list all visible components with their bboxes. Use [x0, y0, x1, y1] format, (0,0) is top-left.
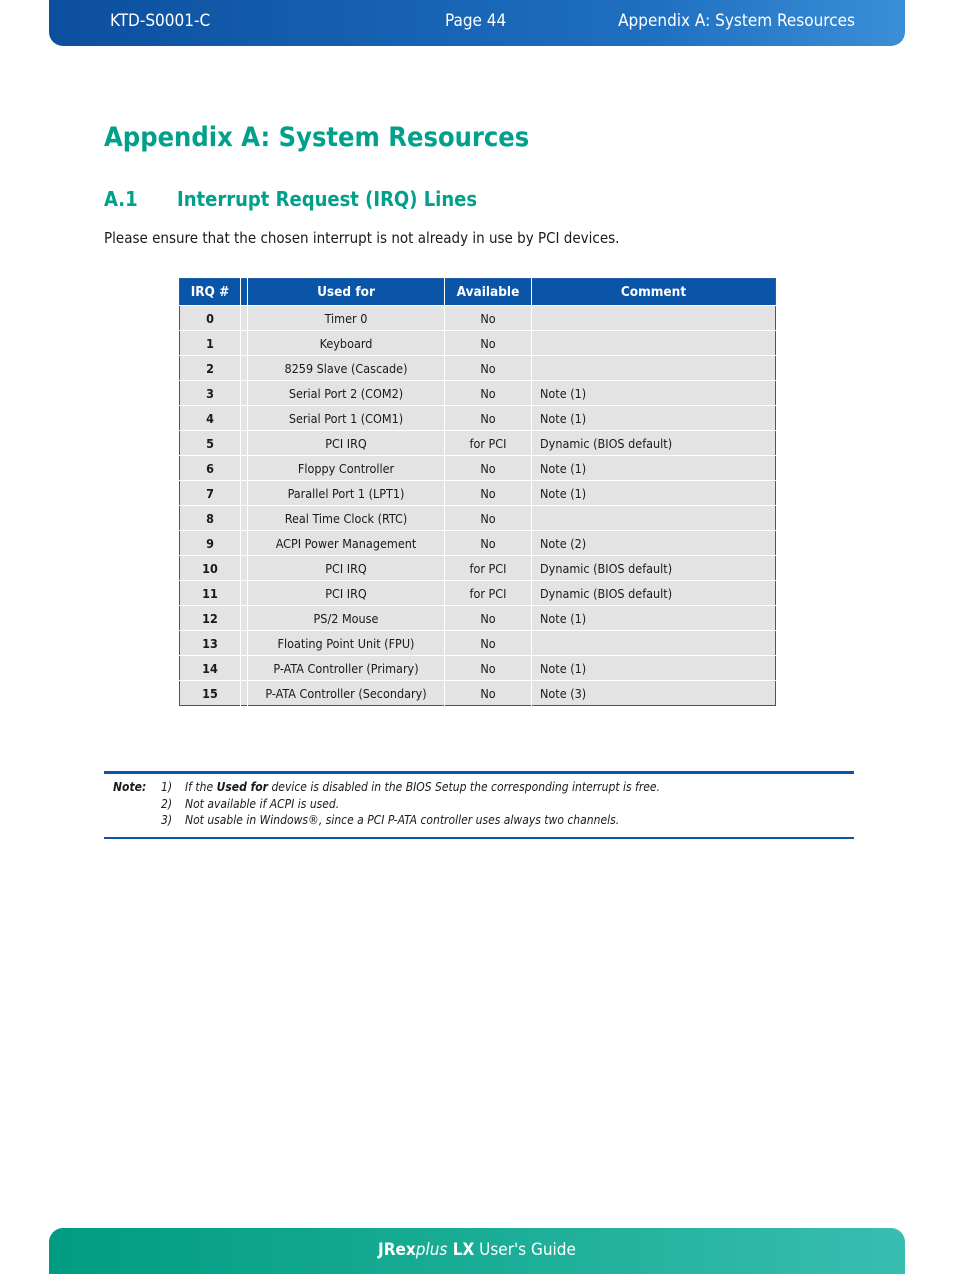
irq-table — [179, 278, 776, 706]
available-cell: No — [445, 356, 532, 381]
table-row — [180, 356, 776, 381]
comment-cell: Note (1) — [532, 481, 776, 506]
irq-cell: 5 — [180, 431, 241, 456]
spacer-cell — [241, 531, 248, 556]
irq-cell: 15 — [180, 681, 241, 706]
irq-cell: 10 — [180, 556, 241, 581]
comment-cell: Note (1) — [532, 656, 776, 681]
irq-cell: 2 — [180, 356, 241, 381]
available-cell: for PCI — [445, 581, 532, 606]
spacer-cell — [241, 356, 248, 381]
irq-cell: 11 — [180, 581, 241, 606]
spacer-cell — [241, 631, 248, 656]
col-header-spacer — [241, 279, 248, 306]
spacer-cell — [241, 456, 248, 481]
section-number: A.1 — [104, 187, 138, 211]
available-cell: No — [445, 331, 532, 356]
irq-cell: 8 — [180, 506, 241, 531]
table-row — [180, 631, 776, 656]
spacer-cell — [241, 606, 248, 631]
spacer-cell — [241, 331, 248, 356]
page-footer — [49, 1228, 905, 1274]
comment-cell — [532, 506, 776, 531]
used-for-cell: ACPI Power Management — [248, 531, 445, 556]
irq-cell: 9 — [180, 531, 241, 556]
spacer-cell — [241, 681, 248, 706]
used-for-cell: PS/2 Mouse — [248, 606, 445, 631]
comment-cell — [532, 306, 776, 331]
intro-paragraph: Please ensure that the chosen interrupt is not already in use by PCI devices. — [104, 229, 620, 247]
irq-cell: 12 — [180, 606, 241, 631]
comment-cell: Note (1) — [532, 381, 776, 406]
spacer-cell — [241, 406, 248, 431]
table-row — [180, 656, 776, 681]
col-header-used-for: Used for — [248, 279, 445, 306]
irq-table-body — [180, 306, 776, 706]
section-title: Interrupt Request (IRQ) Lines — [177, 187, 478, 211]
note-item: 3) Not usable in Windows®, since a PCI P-ATA controller uses always two channels. — [161, 813, 620, 827]
used-for-cell: 8259 Slave (Cascade) — [248, 356, 445, 381]
table-row — [180, 681, 776, 706]
table-row — [180, 581, 776, 606]
available-cell: No — [445, 681, 532, 706]
irq-cell: 3 — [180, 381, 241, 406]
table-row — [180, 381, 776, 406]
table-row — [180, 306, 776, 331]
comment-cell: Note (2) — [532, 531, 776, 556]
available-cell: No — [445, 381, 532, 406]
table-row — [180, 431, 776, 456]
used-for-cell: Timer 0 — [248, 306, 445, 331]
comment-cell: Dynamic (BIOS default) — [532, 556, 776, 581]
page-header — [49, 0, 905, 46]
available-cell: No — [445, 631, 532, 656]
spacer-cell — [241, 656, 248, 681]
irq-cell: 7 — [180, 481, 241, 506]
comment-cell: Dynamic (BIOS default) — [532, 581, 776, 606]
comment-cell: Note (1) — [532, 456, 776, 481]
irq-cell: 4 — [180, 406, 241, 431]
table-row — [180, 606, 776, 631]
available-cell: for PCI — [445, 556, 532, 581]
page-title: Appendix A: System Resources — [104, 122, 530, 153]
spacer-cell — [241, 481, 248, 506]
note-label: Note: — [113, 780, 147, 794]
header-page-number: Page 44 — [445, 11, 507, 31]
comment-cell — [532, 356, 776, 381]
used-for-cell: P-ATA Controller (Primary) — [248, 656, 445, 681]
available-cell: No — [445, 481, 532, 506]
used-for-cell: PCI IRQ — [248, 556, 445, 581]
spacer-cell — [241, 506, 248, 531]
used-for-cell: PCI IRQ — [248, 431, 445, 456]
irq-cell: 13 — [180, 631, 241, 656]
note-item: 2) Not available if ACPI is used. — [161, 797, 340, 811]
irq-cell: 6 — [180, 456, 241, 481]
note-box — [104, 771, 854, 839]
available-cell: No — [445, 606, 532, 631]
table-header-row — [180, 279, 776, 306]
table-row — [180, 331, 776, 356]
used-for-cell: P-ATA Controller (Secondary) — [248, 681, 445, 706]
used-for-cell: Floppy Controller — [248, 456, 445, 481]
spacer-cell — [241, 556, 248, 581]
available-cell: No — [445, 506, 532, 531]
col-header-irq: IRQ # — [180, 279, 241, 306]
comment-cell — [532, 331, 776, 356]
col-header-available: Available — [445, 279, 532, 306]
note-item: 1) If the Used for device is disabled in the BIOS Setup the corresponding interrupt is free. — [161, 780, 660, 794]
irq-cell: 1 — [180, 331, 241, 356]
used-for-cell: Serial Port 2 (COM2) — [248, 381, 445, 406]
used-for-cell: Parallel Port 1 (LPT1) — [248, 481, 445, 506]
col-header-comment: Comment — [532, 279, 776, 306]
table-row — [180, 506, 776, 531]
comment-cell: Note (1) — [532, 606, 776, 631]
header-section-title: Appendix A: System Resources — [618, 11, 855, 31]
comment-cell: Note (1) — [532, 406, 776, 431]
used-for-cell: Serial Port 1 (COM1) — [248, 406, 445, 431]
table-row — [180, 531, 776, 556]
available-cell: No — [445, 656, 532, 681]
spacer-cell — [241, 431, 248, 456]
table-row — [180, 481, 776, 506]
spacer-cell — [241, 581, 248, 606]
available-cell: No — [445, 406, 532, 431]
used-for-cell: Floating Point Unit (FPU) — [248, 631, 445, 656]
table-row — [180, 456, 776, 481]
available-cell: No — [445, 306, 532, 331]
available-cell: for PCI — [445, 431, 532, 456]
comment-cell — [532, 631, 776, 656]
used-for-cell: Keyboard — [248, 331, 445, 356]
irq-cell: 0 — [180, 306, 241, 331]
available-cell: No — [445, 531, 532, 556]
table-row — [180, 556, 776, 581]
spacer-cell — [241, 381, 248, 406]
table-row — [180, 406, 776, 431]
comment-cell: Dynamic (BIOS default) — [532, 431, 776, 456]
comment-cell: Note (3) — [532, 681, 776, 706]
used-for-cell: Real Time Clock (RTC) — [248, 506, 445, 531]
used-for-cell: PCI IRQ — [248, 581, 445, 606]
section-heading — [104, 187, 477, 211]
irq-cell: 14 — [180, 656, 241, 681]
spacer-cell — [241, 306, 248, 331]
header-doc-id: KTD-S0001-C — [110, 11, 211, 31]
footer-product-title: JRexplus LX User's Guide — [378, 1240, 576, 1260]
available-cell: No — [445, 456, 532, 481]
